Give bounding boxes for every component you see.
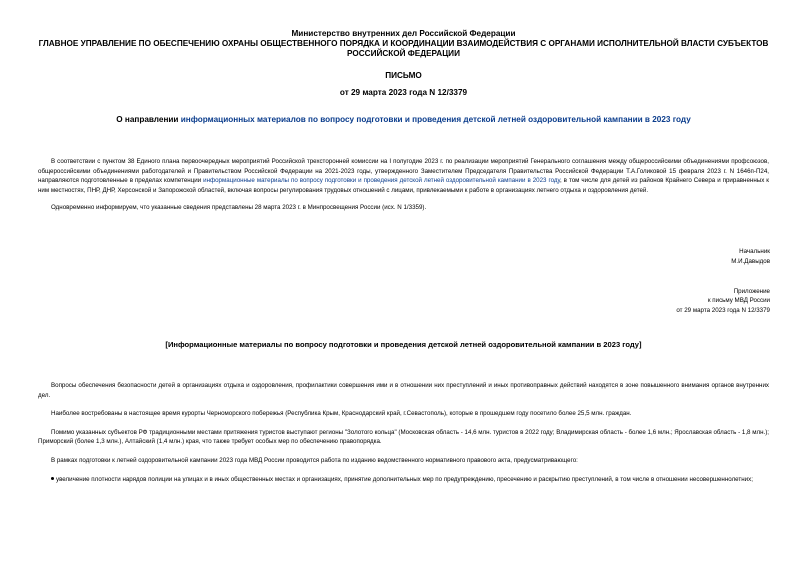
bullet-item [38,475,769,485]
appendix-reference [0,287,807,316]
appendix-bullet-1 [0,475,807,485]
appendix-paragraph-3-text: Помимо указанных субъектов РФ традиционными местами притяжения туристов выступают регионы "Золотого кольца" (Московская область - 14,6 млн. туристов в 2022 году; Владимирская область - более 1,6 млн.; Ярославская область - 1,8 млн.); Приморский (более 1,3 млн.), Алтайский (1,4 млн.) края, что также требует особых мер по обеспечению правопорядка. [38,428,769,446]
body-paragraph-1-part-a: В соответствии с пунктом 38 Единого плана первоочередных мероприятий Российской трехсторонней комиссии на I полугодие 2023 г. по реализации мероприятий Генерального соглашения между общероссийскими объединениями профсоюзов, общероссийскими объединениями работодателей и Правительством Российской Федерации на 2021-2023 годы, утвержденного Заместителем Председателя Правительства Российской Федерации Т.А.Голиковой 15 февраля 2023 г. N 1646п-П24, направляются подготовленные в пределах компетенции [38,158,769,185]
subject-prefix: О направлении [116,115,181,124]
appendix-paragraph-2-text: Наиболее востребованы в настоящее время курорты Черноморского побережья (Республика Крым, Краснодарский край, г.Севастополь), которые в прошедшем году посетило более 25,5 млн. граждан. [51,410,632,418]
appendix-ref: к письму МВД России [707,297,770,305]
appendix-paragraph-1-text: Вопросы обеспечения безопасности детей в организациях отдыха и оздоровления, профилактики совершения ими и в отношении них преступлений и иных противоправных действий находятся в зоне повышенного внимания органов внутренних дел. [38,381,769,399]
appendix-date: от 29 марта 2023 года N 12/3379 [676,307,770,315]
directorate-name: ГЛАВНОЕ УПРАВЛЕНИЕ ПО ОБЕСПЕЧЕНИЮ ОХРАНЫ ОБЩЕСТВЕННОГО ПОРЯДКА И КООРДИНАЦИИ ВЗАИМОДЕЙСТВИЯ С ОРГАНАМИ ИСПОЛНИТЕЛЬНОЙ ВЛАСТИ СУБЪЕКТОВ РОССИЙСКОЙ ФЕДЕРАЦИИ [38,39,769,58]
document-subject [0,115,807,124]
appendix-paragraph-2 [0,409,807,419]
letter-body [0,157,807,213]
appendix-paragraph-1 [0,381,807,400]
appendix-title: [Информационные материалы по вопросу подготовки и проведения детской летней оздоровительной кампании в 2023 году] [165,339,642,349]
bullet-text: увеличение плотности нарядов полиции на улицах и в иных общественных местах и организациях, принятие дополнительных мер по предупреждению, пресечению и раскрытию преступлений, в том числе в отношении несовершеннолетних; [56,475,753,483]
document-date-number: от 29 марта 2023 года N 12/3379 [339,88,468,97]
appendix-paragraph-4 [0,456,807,466]
appendix-paragraph-4-text: В рамках подготовки к летней оздоровительной кампании 2023 года МВД России проводится работа по изданию ведомственного нормативного правового акта, предусматривающего: [51,456,578,464]
document-type: ПИСЬМО [385,71,422,80]
materials-link[interactable]: информационные материалы по вопросу подготовки и проведения детской летней оздоровительной кампании в 2023 году [203,177,560,185]
appendix-paragraph-3 [0,428,807,447]
appendix-label: Приложение [733,287,770,295]
body-paragraph-2: Одновременно информируем, что указанные сведения представлены 28 марта 2023 г. в Минпросвещения России (исх. N 1/3359). [51,204,427,212]
ministry-name: Министерство внутренних дел Российской Федерации [291,29,516,38]
signer-name: М.И.Давыдов [731,257,770,265]
body-paragraph-1 [38,157,769,195]
signer-position: Начальник [739,247,770,255]
subject-link[interactable]: информационных материалов по вопросу подготовки и проведения детской летней оздоровительной кампании в 2023 году [180,115,691,124]
signer-block [0,247,807,267]
body-paragraph-1-part-b: , в том числе для детей из районов Крайнего Севера и приравненных к ним местностях, ПНР, ДНР, Херсонской и Запорожской областей, включая вопросы регулирования трудовых отношений с лицами, привлекаемыми к работе в организациях летнего отдыха и оздоровления детей. [38,177,769,194]
bullet-dot-icon [51,477,54,480]
